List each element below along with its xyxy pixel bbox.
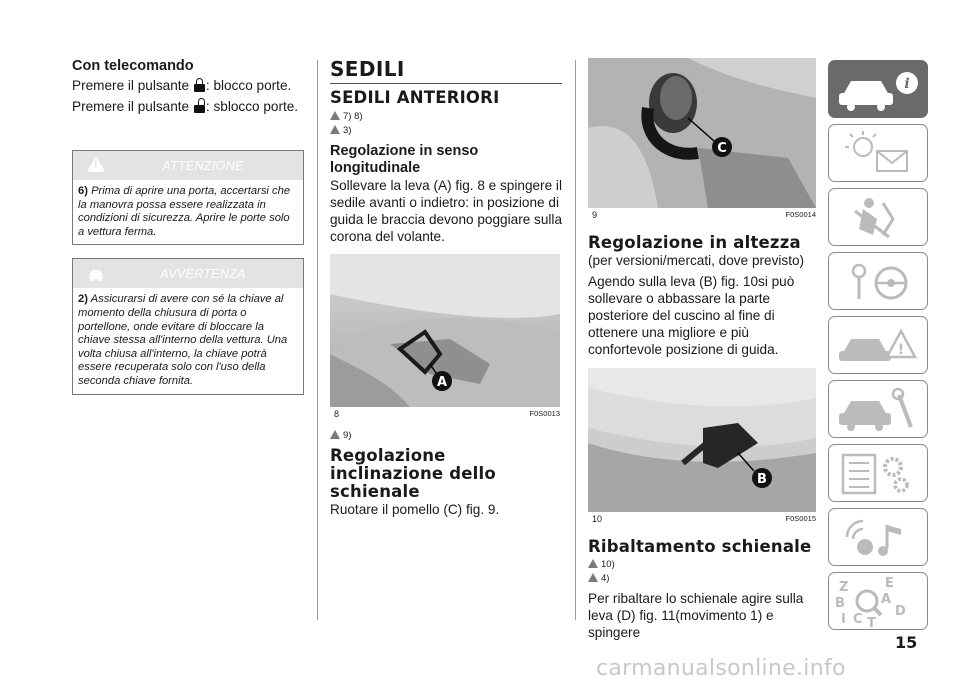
airbag-seat-icon: [829, 189, 929, 247]
tab-safety[interactable]: [828, 188, 928, 246]
figure-caption: 10 F0S0015: [592, 514, 816, 524]
avvertenza-header: [73, 259, 303, 288]
column-divider: [317, 60, 318, 620]
svg-text:T: T: [867, 616, 876, 631]
padlock-closed-icon: [194, 78, 205, 92]
svg-text:I: I: [841, 612, 846, 627]
tab-emergency[interactable]: [828, 316, 928, 374]
section-title: Regolazione inclinazione dello schienale: [330, 446, 496, 501]
column-locks: [72, 58, 304, 395]
svg-text:!: !: [897, 342, 905, 358]
attenzione-header: [73, 151, 303, 180]
avvertenza-box: [72, 258, 304, 394]
unlock-line: Premere il pulsante : sblocco porte.: [72, 99, 299, 114]
chapter-title: SEDILI: [330, 57, 405, 81]
attenzione-title: ATTENZIONE: [162, 159, 244, 173]
column-divider: [575, 60, 576, 620]
section-title: Ribaltamento schienale: [588, 537, 812, 556]
car-info-icon: [829, 61, 929, 119]
warning-triangle-icon: !: [87, 156, 105, 172]
svg-text:Z: Z: [839, 580, 849, 595]
mini-warning-icon: [330, 111, 340, 120]
car-warning-icon: [829, 317, 929, 375]
paragraph: Per ribaltare lo schienale agire sulla leva (D) fig. 11(movimento 1) e spingere: [588, 591, 804, 640]
lock-line: Premere il pulsante : blocco porte.: [72, 78, 292, 93]
warning-refs: 10) 4): [588, 558, 816, 586]
watermark: carmanualsonline.info: [596, 656, 846, 681]
key-steering-wheel-icon: [829, 253, 929, 311]
subsection-heading: Regolazione in senso longitudinale: [330, 143, 479, 176]
warning-refs: 7) 8) 3): [330, 110, 562, 138]
svg-text:E: E: [885, 576, 894, 591]
svg-text:i: i: [904, 76, 910, 92]
figure-caption: 9 F0S0014: [592, 210, 816, 220]
padlock-open-icon: [194, 99, 205, 113]
sun-envelope-icon: [829, 125, 929, 183]
svg-text:B: B: [835, 596, 845, 611]
figure-caption: 8 F0S0013: [334, 409, 560, 419]
mini-warning-icon: [330, 125, 340, 134]
figure-label-a: A: [436, 375, 448, 390]
tab-technical-data[interactable]: [828, 444, 928, 502]
paragraph: Sollevare la leva (A) fig. 8 e spingere il sedile avanti o indietro: in posizione di guida le braccia devono poggiare sulla corona del volante.: [330, 178, 563, 244]
avvertenza-title: AVVERTENZA: [160, 267, 246, 282]
mini-warning-icon: [330, 430, 340, 439]
figure-9: [588, 58, 816, 208]
column-seat-adjust: [588, 58, 816, 641]
attenzione-box: [72, 150, 304, 245]
list-gears-icon: [829, 445, 929, 503]
svg-text:A: A: [881, 592, 892, 607]
tab-maintenance[interactable]: [828, 380, 928, 438]
paragraph: Agendo sulla leva (B) fig. 10si può sollevare o abbassare la parte posteriore del cuscino al fine di ottenere una migliore e più confortevole posizione di guida.: [588, 274, 795, 357]
paragraph: Ruotare il pomello (C) fig. 9.: [330, 502, 500, 517]
column-seats: [330, 58, 562, 518]
page-number: 15: [895, 633, 918, 652]
mini-warning-icon: [588, 573, 598, 582]
tab-index[interactable]: [828, 572, 928, 630]
section-title: SEDILI ANTERIORI: [330, 88, 500, 107]
figure-label-b: B: [757, 472, 767, 487]
warning-ref: 9): [330, 430, 562, 441]
attenzione-text: 6) Prima di aprire una porta, accertarsi che la manovra possa essere realizzata in condizioni di sicurezza. Aprire le porte solo a vettura ferma.: [78, 185, 291, 238]
figure-8: [330, 254, 560, 407]
car-wrench-icon: [829, 381, 929, 439]
section-title: Regolazione in altezza: [588, 233, 801, 252]
figure-10: [588, 368, 816, 512]
tab-starting-driving[interactable]: [828, 252, 928, 310]
alphabet-search-icon: [829, 573, 929, 631]
paragraph-note: (per versioni/mercati, dove previsto): [588, 253, 805, 268]
tab-car-info[interactable]: [828, 60, 928, 118]
svg-text:!: !: [94, 270, 98, 277]
svg-text:C: C: [853, 612, 863, 627]
mini-warning-icon: [588, 559, 598, 568]
avvertenza-text: 2) Assicurarsi di avere con sé la chiave al momento della chiusura di porta o portellone, onde evitare di bloccare la chiave stessa all'interno della vettura. Una volta chiusa all'interno, la chiave potrà essere recuperata solo con l'uso della seconda chiave fornita.: [78, 293, 288, 387]
figure-label-c: C: [717, 141, 727, 156]
tab-dashboard[interactable]: [828, 124, 928, 182]
section-heading: Con telecomando: [72, 58, 194, 74]
tab-multimedia[interactable]: [828, 508, 928, 566]
multimedia-icon: [829, 509, 929, 567]
svg-text:D: D: [895, 604, 906, 619]
